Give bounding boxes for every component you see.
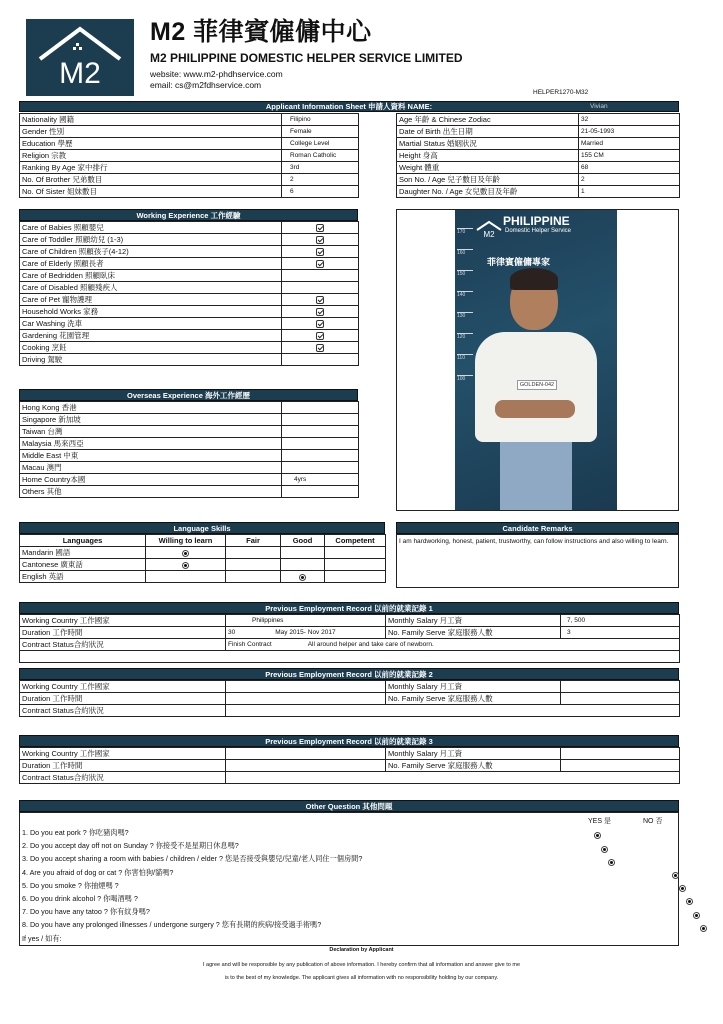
duration-label: Duration 工作時間 [20,760,226,772]
person-hair [510,268,558,290]
language-level-cell[interactable] [281,559,325,571]
language-level-cell[interactable] [146,571,226,583]
applicant-right-table [396,113,680,198]
remarks-text: I am hardworking, honest, patient, trustworthy, can follow instructions and also willing to learn. [396,534,679,588]
overseas-label: Home Country本國 [20,474,282,486]
radio-selected-icon[interactable] [182,550,189,557]
experience-label: Care of Pet 寵物護理 [20,294,282,306]
country-value [226,748,386,760]
employment-row [20,772,680,784]
overseas-row [20,450,359,462]
experience-row [20,234,359,246]
applicant-row [20,138,359,150]
overseas-label: Malaysia 馬來西亞 [20,438,282,450]
field-value: 2 [579,174,680,186]
checkbox-checked-icon[interactable] [316,296,324,304]
experience-label: Care of Toddler 照顧幼兒 (1-3) [20,234,282,246]
field-label: Nationality 國籍 [20,114,282,126]
banner-logo-icon [475,220,503,238]
experience-row [20,354,359,366]
experience-label: Care of Babies 照顧嬰兒 [20,222,282,234]
checkbox-checked-icon[interactable] [316,224,324,232]
duration-label: Duration 工作時間 [20,693,226,705]
experience-row [20,270,359,282]
ruler-tick: 100 [457,375,473,382]
employment-row [20,639,680,651]
experience-label: Cooking 烹飪 [20,342,282,354]
question-row: 6. Do you drink alcohol ? 你喝酒嗎 ? [22,894,138,903]
field-value: 1 [579,186,680,198]
language-level-cell[interactable] [325,571,386,583]
applicant-photo [455,210,617,510]
overseas-value [282,414,359,426]
country-label: Working Country 工作國家 [20,681,226,693]
status-label: Contract Status合約狀況 [20,705,226,717]
field-value: 2 [282,174,359,186]
ruler-tick: 110 [457,354,473,361]
language-label: Mandarin 國語 [20,547,146,559]
person-jeans [500,442,572,510]
applicant-row [397,150,680,162]
overseas-experience-header: Overseas Experience 海外工作經歷 [19,389,358,401]
experience-label: Car Washing 洗車 [20,318,282,330]
field-label: Weight 體重 [397,162,579,174]
question-row: 1. Do you eat pork ? 你吃豬肉嗎? [22,828,129,837]
contract-status: Finish Contract [228,641,272,648]
applicant-row [20,186,359,198]
ruler-tick: 170 [457,228,473,235]
radio-selected-icon[interactable] [182,562,189,569]
field-value: 21-05-1993 [579,126,680,138]
overseas-row [20,486,359,498]
checkbox-checked-icon[interactable] [316,236,324,244]
email-link[interactable]: email: cs@m2fdhservice.com [150,80,262,90]
status-label: Contract Status合約狀況 [20,772,226,784]
applicant-row [20,126,359,138]
employment-record-header: Previous Employment Record 以前的就業記錄 2 [19,668,679,680]
field-label: Daughter No. / Age 女兒數目及年齡 [397,186,579,198]
field-label: Ranking By Age 家中排行 [20,162,282,174]
experience-label: Care of Elderly 照顧長者 [20,258,282,270]
overseas-experience-table [19,401,359,498]
salary-value: 7, 500 [561,615,680,627]
country-label: Working Country 工作國家 [20,748,226,760]
website-link[interactable]: website: www.m2-phdhservice.com [150,69,283,79]
duration-number: 30 [228,629,236,636]
experience-label: Care of Bedridden 照顧臥床 [20,270,282,282]
language-row [20,571,386,583]
experience-check-cell[interactable] [282,258,359,270]
employment-row [20,615,680,627]
checkbox-checked-icon[interactable] [316,344,324,352]
overseas-label: Singapore 新加坡 [20,414,282,426]
applicant-row [397,186,680,198]
job-duties: All around helper and take care of newborn. [307,641,434,648]
declaration-line-1: I agree and will be responsible by any publication of above information. I hereby confirm that all information and answer give to me [202,962,521,968]
spacer-cell [20,651,680,663]
field-label: Height 身高 [397,150,579,162]
overseas-row [20,462,359,474]
duration-label: Duration 工作時間 [20,627,226,639]
field-label: No. Of Brother 兄弟數目 [20,174,282,186]
question-row: 8. Do you have any prolonged illnesses / undergone surgery ? 您有長期的疾病/接受過手術嗎? [22,920,322,930]
ruler-tick: 120 [457,333,473,340]
field-value: Female [282,126,359,138]
status-value [226,772,680,784]
experience-label: Care of Disabled 照顧殘疾人 [20,282,282,294]
radio-selected-icon[interactable] [299,574,306,581]
height-ruler [455,210,477,510]
language-row [20,559,386,571]
field-label: No. Of Sister 姐妹數目 [20,186,282,198]
experience-check-cell[interactable] [282,270,359,282]
field-label: Age 年齡 & Chinese Zodiac [397,114,579,126]
employment-row [20,681,680,693]
language-skills-table [19,534,386,583]
experience-check-cell[interactable] [282,354,359,366]
language-header-row [20,535,386,547]
overseas-label: Middle East 中東 [20,450,282,462]
salary-label: Monthly Salary 月工資 [386,681,561,693]
ruler-tick: 140 [457,291,473,298]
country-value [226,681,386,693]
overseas-value: 4yrs [282,474,359,486]
salary-value [561,748,680,760]
country-label: Working Country 工作國家 [20,615,226,627]
house-logo-icon [26,19,134,96]
field-label: Martial Status 婚姻狀況 [397,138,579,150]
language-skills-header: Language Skills [19,522,385,534]
applicant-name: Vivian [590,103,608,110]
family-label: No. Family Serve 家庭服務人數 [386,693,561,705]
employment-record-header: Previous Employment Record 以前的就業記錄 1 [19,602,679,614]
status-label: Contract Status合約狀況 [20,639,226,651]
overseas-label: Hong Kong 香港 [20,402,282,414]
other-questions-header: Other Question 其他問題 [19,800,679,812]
status-value [226,639,680,651]
overseas-row [20,402,359,414]
ruler-tick: 130 [457,312,473,319]
svg-text:M2: M2 [483,230,495,238]
banner-subtitle: Domestic Helper Service [505,228,572,234]
employment-row [20,705,680,717]
applicant-row [397,174,680,186]
applicant-row [397,138,680,150]
overseas-value [282,486,359,498]
experience-check-cell[interactable] [282,342,359,354]
family-value [561,693,680,705]
duration-value [226,760,386,772]
applicant-left-table [19,113,359,198]
field-label: Date of Birth 出生日期 [397,126,579,138]
overseas-value [282,402,359,414]
yes-radio-selected-icon[interactable] [601,846,608,853]
experience-label: Gardening 花園管理 [20,330,282,342]
language-level-cell[interactable] [325,559,386,571]
experience-label: Driving 駕駛 [20,354,282,366]
experience-label: Household Works 家務 [20,306,282,318]
overseas-value [282,438,359,450]
overseas-value [282,462,359,474]
language-column-header: Competent [325,535,386,547]
field-value: 155 CM [579,150,680,162]
overseas-row [20,426,359,438]
applicant-row [397,162,680,174]
employment-record-table [19,614,680,663]
field-value: 68 [579,162,680,174]
employment-record-table [19,747,680,784]
checkbox-checked-icon[interactable] [316,332,324,340]
banner-title: PHILIPPINE [503,214,570,228]
applicant-info-header [19,101,679,112]
language-column-header: Good [281,535,325,547]
employment-row [20,627,680,639]
applicant-row [20,162,359,174]
company-logo [26,19,134,96]
experience-row [20,342,359,354]
applicant-row [20,174,359,186]
employment-row [20,748,680,760]
checkbox-checked-icon[interactable] [316,308,324,316]
field-label: Religion 宗教 [20,150,282,162]
experience-row [20,330,359,342]
no-radio-selected-icon[interactable] [700,925,707,932]
family-value: 3 [561,627,680,639]
if-yes-label: If yes / 如有: [22,934,62,943]
declaration-line-2: is to the best of my knowledge. The applicant gives all information with no responsibility holding by our company. [224,975,499,981]
field-value: 3rd [282,162,359,174]
salary-label: Monthly Salary 月工資 [386,748,561,760]
no-radio-selected-icon[interactable] [693,912,700,919]
question-row: 2. Do you accept day off not on Sunday ? 你接受不是星期日休息嗎? [22,841,239,851]
overseas-row [20,474,359,486]
employment-spacer-row [20,651,680,663]
field-value: 6 [282,186,359,198]
applicant-row [20,150,359,162]
overseas-label: Taiwan 台灣 [20,426,282,438]
field-label: Education 學歷 [20,138,282,150]
ruler-tick: 150 [457,270,473,277]
company-title-cn: M2 菲律賓僱傭中心 [150,18,372,46]
field-value: 32 [579,114,680,126]
declaration-title: Declaration by Applicant [329,947,394,953]
employment-record-header: Previous Employment Record 以前的就業記錄 3 [19,735,679,747]
experience-check-cell[interactable] [282,306,359,318]
no-column-label: NO 否 [643,818,663,825]
overseas-row [20,438,359,450]
question-row: 5. Do you smoke ? 你抽煙嗎 ? [22,880,119,890]
applicant-row [397,114,680,126]
ruler-tick: 160 [457,249,473,256]
question-row: 3. Do you accept sharing a room with babies / children / elder ? 您是否接受與嬰兒/兒童/老人同住一個房間? [22,854,363,864]
applicant-info-title: Applicant Information Sheet 申請人資料 NAME: [265,102,433,111]
question-row: 7. Do you have any tatoo ? 你有紋身嗎? [22,907,150,917]
experience-check-cell[interactable] [282,282,359,294]
yes-radio-selected-icon[interactable] [608,859,615,866]
duration-range: May 2015- Nov 2017 [275,629,336,636]
language-level-cell[interactable] [226,571,281,583]
experience-label: Care of Children 照顧孩子(4-12) [20,246,282,258]
field-value: Married [579,138,680,150]
language-column-header: Languages [20,535,146,547]
person-hands [495,400,575,418]
remarks-header: Candidate Remarks [396,522,679,534]
language-column-header: Willing to learn [146,535,226,547]
experience-row [20,318,359,330]
family-label: No. Family Serve 家庭服務人數 [386,627,561,639]
yes-column-label: YES 是 [588,818,611,825]
language-column-header: Fair [226,535,281,547]
employment-row [20,693,680,705]
overseas-row [20,414,359,426]
language-level-cell[interactable] [325,547,386,559]
name-tag: GOLDEN-042 [517,380,557,390]
applicant-row [397,126,680,138]
experience-row [20,258,359,270]
experience-row [20,306,359,318]
duration-value [226,627,386,639]
experience-row [20,294,359,306]
language-level-cell[interactable] [281,571,325,583]
field-label: Son No. / Age 兒子數目及年齡 [397,174,579,186]
no-radio-selected-icon[interactable] [679,885,686,892]
language-row [20,547,386,559]
employment-row [20,760,680,772]
salary-label: Monthly Salary 月工資 [386,615,561,627]
svg-text:M2: M2 [59,57,101,90]
helper-id: HELPER1270-M32 [533,89,589,96]
field-value: Filipino [282,114,359,126]
language-level-cell[interactable] [281,547,325,559]
company-title-en: M2 PHILIPPINE DOMESTIC HELPER SERVICE LIMITED [150,51,463,65]
no-radio-selected-icon[interactable] [672,872,679,879]
country-value: Philippines [226,615,386,627]
field-label: Gender 性別 [20,126,282,138]
language-level-cell[interactable] [226,547,281,559]
overseas-value [282,426,359,438]
experience-row [20,222,359,234]
overseas-label: Macau 澳門 [20,462,282,474]
overseas-value [282,450,359,462]
family-label: No. Family Serve 家庭服務人數 [386,760,561,772]
no-radio-selected-icon[interactable] [686,898,693,905]
checkbox-checked-icon[interactable] [316,248,324,256]
experience-check-cell[interactable] [282,234,359,246]
language-level-cell[interactable] [146,547,226,559]
checkbox-checked-icon[interactable] [316,260,324,268]
language-level-cell[interactable] [146,559,226,571]
field-value: College Level [282,138,359,150]
employment-record-table [19,680,680,717]
salary-value [561,681,680,693]
experience-check-cell[interactable] [282,246,359,258]
applicant-row [20,114,359,126]
language-label: Cantonese 廣東話 [20,559,146,571]
checkbox-checked-icon[interactable] [316,320,324,328]
working-experience-table [19,221,359,366]
status-value [226,705,680,717]
banner-cn: 菲律賓僱傭專家 [487,257,551,267]
experience-row [20,246,359,258]
overseas-label: Others 其他 [20,486,282,498]
duration-value [226,693,386,705]
experience-check-cell[interactable] [282,318,359,330]
family-value [561,760,680,772]
language-level-cell[interactable] [226,559,281,571]
field-value: Roman Catholic [282,150,359,162]
experience-check-cell[interactable] [282,330,359,342]
working-experience-header: Working Experience 工作經驗 [19,209,358,221]
question-row: 4. Are you afraid of dog or cat ? 你害怕狗/貓嗎? [22,867,174,877]
experience-check-cell[interactable] [282,222,359,234]
language-label: English 英語 [20,571,146,583]
experience-check-cell[interactable] [282,294,359,306]
experience-row [20,282,359,294]
